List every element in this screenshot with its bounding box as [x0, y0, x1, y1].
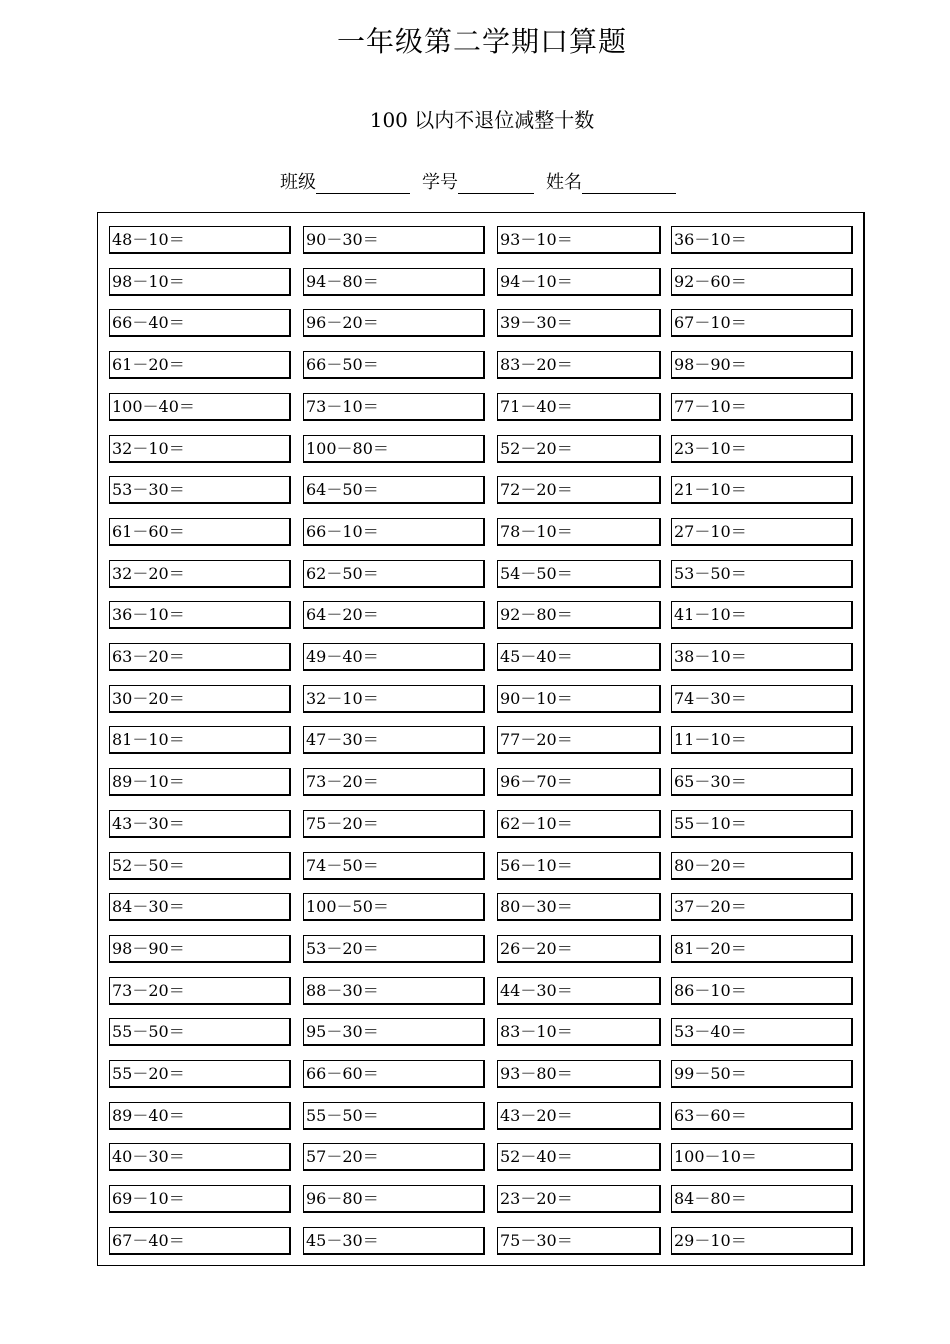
- problem-cell[interactable]: 83－20＝: [497, 351, 661, 379]
- problem-cell[interactable]: 52－20＝: [497, 435, 661, 463]
- problem-cell[interactable]: 41－10＝: [671, 601, 853, 629]
- problem-cell[interactable]: 73－20＝: [109, 977, 291, 1005]
- problem-cell[interactable]: 49－40＝: [303, 643, 485, 671]
- problem-cell[interactable]: 98－90＝: [109, 935, 291, 963]
- student-info-line: [280, 168, 676, 194]
- problem-cell[interactable]: 57－20＝: [303, 1143, 485, 1171]
- problem-cell[interactable]: 32－10＝: [109, 435, 291, 463]
- number-label: 学号: [422, 172, 458, 193]
- problem-cell[interactable]: 55－20＝: [109, 1060, 291, 1088]
- problem-cell[interactable]: 23－20＝: [497, 1185, 661, 1213]
- problem-cell[interactable]: 45－40＝: [497, 643, 661, 671]
- problem-cell[interactable]: 64－20＝: [303, 601, 485, 629]
- problem-cell[interactable]: 73－10＝: [303, 393, 485, 421]
- problem-cell[interactable]: 37－20＝: [671, 893, 853, 921]
- problem-cell[interactable]: 75－30＝: [497, 1227, 661, 1255]
- problem-cell[interactable]: 84－80＝: [671, 1185, 853, 1213]
- problem-cell[interactable]: 53－20＝: [303, 935, 485, 963]
- problem-cell[interactable]: 83－10＝: [497, 1018, 661, 1046]
- problem-cell[interactable]: 43－30＝: [109, 810, 291, 838]
- problem-cell[interactable]: 39－30＝: [497, 309, 661, 337]
- problem-cell[interactable]: 93－10＝: [497, 226, 661, 254]
- problem-cell[interactable]: 66－10＝: [303, 518, 485, 546]
- problem-cell[interactable]: 36－10＝: [671, 226, 853, 254]
- problem-cell[interactable]: 66－60＝: [303, 1060, 485, 1088]
- problem-cell[interactable]: 88－30＝: [303, 977, 485, 1005]
- problem-cell[interactable]: 48－10＝: [109, 226, 291, 254]
- problem-sheet: [97, 212, 865, 1266]
- problem-cell[interactable]: 55－10＝: [671, 810, 853, 838]
- problem-cell[interactable]: 44－30＝: [497, 977, 661, 1005]
- problem-cell[interactable]: 32－20＝: [109, 560, 291, 588]
- problem-cell[interactable]: 21－10＝: [671, 476, 853, 504]
- problem-cell[interactable]: 66－50＝: [303, 351, 485, 379]
- problem-cell[interactable]: 65－30＝: [671, 768, 853, 796]
- problem-cell[interactable]: 80－30＝: [497, 893, 661, 921]
- problem-cell[interactable]: 89－10＝: [109, 768, 291, 796]
- problem-cell[interactable]: 53－30＝: [109, 476, 291, 504]
- problem-cell[interactable]: 98－90＝: [671, 351, 853, 379]
- problem-cell[interactable]: 56－10＝: [497, 852, 661, 880]
- problem-cell[interactable]: 55－50＝: [109, 1018, 291, 1046]
- problem-cell[interactable]: 30－20＝: [109, 685, 291, 713]
- problem-cell[interactable]: 96－80＝: [303, 1185, 485, 1213]
- problem-cell[interactable]: 52－50＝: [109, 852, 291, 880]
- problem-cell[interactable]: 100－10＝: [671, 1143, 853, 1171]
- problem-cell[interactable]: 81－10＝: [109, 726, 291, 754]
- problem-cell[interactable]: 52－40＝: [497, 1143, 661, 1171]
- problem-cell[interactable]: 62－50＝: [303, 560, 485, 588]
- number-blank[interactable]: [458, 175, 534, 194]
- problem-cell[interactable]: 11－10＝: [671, 726, 853, 754]
- problem-cell[interactable]: 96－70＝: [497, 768, 661, 796]
- problem-cell[interactable]: 80－20＝: [671, 852, 853, 880]
- problem-cell[interactable]: 84－30＝: [109, 893, 291, 921]
- problem-cell[interactable]: 92－80＝: [497, 601, 661, 629]
- problem-cell[interactable]: 43－20＝: [497, 1102, 661, 1130]
- name-blank[interactable]: [582, 175, 676, 194]
- problem-cell[interactable]: 90－30＝: [303, 226, 485, 254]
- problem-cell[interactable]: 98－10＝: [109, 268, 291, 296]
- problem-cell[interactable]: 61－20＝: [109, 351, 291, 379]
- problem-cell[interactable]: 69－10＝: [109, 1185, 291, 1213]
- problem-cell[interactable]: 90－10＝: [497, 685, 661, 713]
- problem-cell[interactable]: 66－40＝: [109, 309, 291, 337]
- problem-cell[interactable]: 53－40＝: [671, 1018, 853, 1046]
- problem-cell[interactable]: 99－50＝: [671, 1060, 853, 1088]
- problem-cell[interactable]: 100－40＝: [109, 393, 291, 421]
- problem-cell[interactable]: 100－50＝: [303, 893, 485, 921]
- problem-cell[interactable]: 54－50＝: [497, 560, 661, 588]
- problem-cell[interactable]: 77－20＝: [497, 726, 661, 754]
- page-subtitle: 100 以内不退位减整十数: [369, 108, 595, 132]
- problem-cell[interactable]: 36－10＝: [109, 601, 291, 629]
- problem-cell[interactable]: 55－50＝: [303, 1102, 485, 1130]
- class-label: 班级: [280, 172, 316, 193]
- problem-cell[interactable]: 38－10＝: [671, 643, 853, 671]
- problem-cell[interactable]: 23－10＝: [671, 435, 853, 463]
- page-title: 一年级第二学期口算题: [336, 25, 627, 58]
- problem-cell[interactable]: 40－30＝: [109, 1143, 291, 1171]
- problem-cell[interactable]: 63－60＝: [671, 1102, 853, 1130]
- problem-cell[interactable]: 62－10＝: [497, 810, 661, 838]
- problem-cell[interactable]: 89－40＝: [109, 1102, 291, 1130]
- problem-cell[interactable]: 86－10＝: [671, 977, 853, 1005]
- problem-cell[interactable]: 92－60＝: [671, 268, 853, 296]
- problem-cell[interactable]: 94－10＝: [497, 268, 661, 296]
- class-blank[interactable]: [316, 175, 410, 194]
- problem-cell[interactable]: 53－50＝: [671, 560, 853, 588]
- problem-cell[interactable]: 74－50＝: [303, 852, 485, 880]
- problem-cell[interactable]: 61－60＝: [109, 518, 291, 546]
- problem-cell[interactable]: 77－10＝: [671, 393, 853, 421]
- problem-cell[interactable]: 67－40＝: [109, 1227, 291, 1255]
- problem-cell[interactable]: 94－80＝: [303, 268, 485, 296]
- problem-cell[interactable]: 81－20＝: [671, 935, 853, 963]
- problem-cell[interactable]: 63－20＝: [109, 643, 291, 671]
- problem-cell[interactable]: 45－30＝: [303, 1227, 485, 1255]
- problem-cell[interactable]: 96－20＝: [303, 309, 485, 337]
- problem-cell[interactable]: 100－80＝: [303, 435, 485, 463]
- problem-cell[interactable]: 72－20＝: [497, 476, 661, 504]
- problem-cell[interactable]: 67－10＝: [671, 309, 853, 337]
- problem-cell[interactable]: 95－30＝: [303, 1018, 485, 1046]
- problem-cell[interactable]: 78－10＝: [497, 518, 661, 546]
- problem-cell[interactable]: 93－80＝: [497, 1060, 661, 1088]
- problem-cell[interactable]: 27－10＝: [671, 518, 853, 546]
- problem-cell[interactable]: 74－30＝: [671, 685, 853, 713]
- problem-cell[interactable]: 73－20＝: [303, 768, 485, 796]
- problem-cell[interactable]: 32－10＝: [303, 685, 485, 713]
- problem-cell[interactable]: 75－20＝: [303, 810, 485, 838]
- problem-cell[interactable]: 29－10＝: [671, 1227, 853, 1255]
- name-label: 姓名: [546, 172, 582, 193]
- problem-cell[interactable]: 64－50＝: [303, 476, 485, 504]
- problem-cell[interactable]: 47－30＝: [303, 726, 485, 754]
- problem-cell[interactable]: 71－40＝: [497, 393, 661, 421]
- problem-cell[interactable]: 26－20＝: [497, 935, 661, 963]
